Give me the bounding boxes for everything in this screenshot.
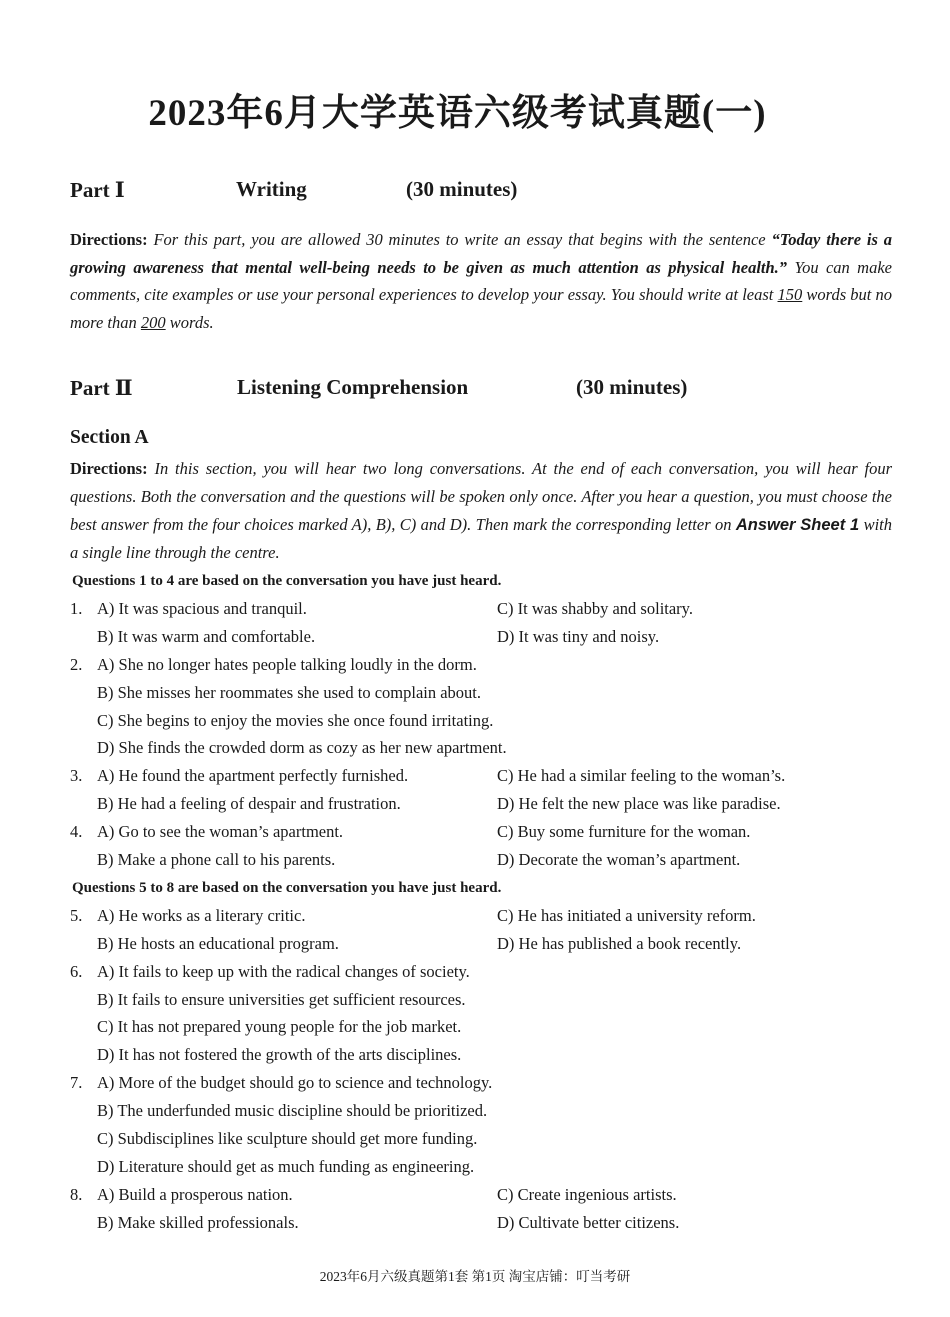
part-time: (30 minutes) [576, 375, 688, 399]
directions-text: words. [165, 312, 214, 332]
question-row [70, 734, 900, 762]
answer-option: C) Subdisciplines like sculpture should get more funding. [97, 1129, 478, 1149]
answer-option: B) Make skilled professionals. [97, 1212, 299, 1232]
part-name: Writing [236, 177, 307, 201]
question-number: 3. [70, 766, 83, 786]
page-title: 2023年6月大学英语六级考试真题(一) [148, 93, 767, 134]
question-row [70, 707, 900, 735]
page-footer: 2023年6月六级真题第1套 第1页 淘宝店铺：叮当考研 [319, 1269, 631, 1284]
answer-option: C) It was shabby and solitary. [497, 599, 693, 618]
question-row [70, 679, 900, 707]
question-row [70, 1041, 900, 1069]
question-row [70, 846, 900, 874]
directions-text: words but no more than [70, 285, 892, 332]
answer-option: B) It fails to ensure universities get sufficient resources. [97, 989, 466, 1009]
question-number: 7. [70, 1073, 83, 1093]
section-a-title: Section A [70, 427, 149, 448]
answer-option: B) He hosts an educational program. [97, 933, 339, 953]
question-row [70, 1097, 900, 1125]
answer-option: A) It fails to keep up with the radical changes of society. [97, 961, 470, 981]
directions-label: Directions: [70, 230, 148, 249]
question-row [70, 902, 900, 930]
part-name: Listening Comprehension [237, 375, 469, 399]
part-time: (30 minutes) [406, 177, 518, 201]
answer-option: D) Cultivate better citizens. [497, 1212, 680, 1232]
answer-option: C) He has initiated a university reform. [497, 905, 756, 925]
question-number: 1. [70, 599, 83, 618]
directions-text: with a single line through the centre. [70, 515, 892, 562]
question-row [70, 1013, 900, 1041]
question-row [70, 651, 900, 679]
min-words: 150 [777, 285, 803, 304]
question-row [70, 1069, 900, 1097]
answer-option: D) Decorate the woman’s apartment. [497, 850, 741, 870]
writing-directions [70, 226, 892, 336]
directions-text: In this section, you will hear two long conversations. At the end of each conversation, you will hear four questions. Both the conversation and the questions will be spoken only once. After you hear a question, you must choose the best answer from the four choices marked A), B), C) and D). Then mark the corresponding letter on [70, 459, 892, 534]
essay-prompt: “Today there is a growing awareness that mental well-being needs to be given as much attention as physical health.” [70, 230, 892, 277]
question-row [70, 1209, 900, 1237]
answer-option: A) He works as a literary critic. [97, 905, 306, 925]
questions-list [70, 567, 900, 1237]
answer-option: A) It was spacious and tranquil. [97, 599, 307, 618]
answer-option: A) He found the apartment perfectly furnished. [97, 766, 409, 786]
question-row [70, 1125, 900, 1153]
answer-option: D) Literature should get as much funding as engineering. [97, 1156, 475, 1176]
directions-text: For this part, you are allowed 30 minutes to write an essay that begins with the sentence [147, 230, 772, 249]
question-number: 2. [70, 654, 83, 674]
answer-option: D) It was tiny and noisy. [497, 626, 660, 646]
question-row [70, 762, 900, 790]
answer-option: A) More of the budget should go to science and technology. [97, 1073, 493, 1093]
answer-option: C) Buy some furniture for the woman. [497, 822, 751, 842]
answer-option: A) Build a prosperous nation. [97, 1184, 293, 1204]
answer-option: B) Make a phone call to his parents. [97, 850, 336, 870]
answer-option: D) He felt the new place was like paradise. [497, 794, 781, 814]
answer-option: D) It has not fostered the growth of the arts disciplines. [97, 1045, 462, 1065]
question-group-heading: Questions 1 to 4 are based on the conversation you have just heard. [72, 573, 502, 589]
question-row [70, 930, 900, 958]
answer-option: C) She begins to enjoy the movies she once found irritating. [97, 710, 494, 730]
answer-option: C) It has not prepared young people for the job market. [97, 1017, 462, 1037]
answer-option: A) Go to see the woman’s apartment. [97, 822, 344, 842]
answer-sheet-ref: Answer Sheet 1 [735, 516, 860, 534]
answer-option: D) She finds the crowded dorm as cozy as her new apartment. [97, 738, 507, 758]
answer-option: B) He had a feeling of despair and frustration. [97, 794, 401, 814]
section-a-directions [70, 455, 892, 567]
question-row [70, 958, 900, 986]
question-row [70, 986, 900, 1014]
directions-text: You can make comments, cite examples or use your personal experiences to develop your essay. You should write at least [70, 257, 892, 304]
question-group-heading: Questions 5 to 8 are based on the conversation you have just heard. [72, 879, 502, 896]
question-row [70, 595, 900, 623]
answer-option: B) The underfunded music discipline should be prioritized. [97, 1101, 488, 1121]
question-row [70, 623, 900, 651]
max-words: 200 [140, 312, 166, 332]
question-row [70, 1153, 900, 1181]
answer-option: D) He has published a book recently. [497, 933, 742, 953]
answer-option: C) He had a similar feeling to the woman’s. [497, 766, 786, 786]
part-label: Part Ⅰ [70, 178, 125, 202]
question-number: 4. [70, 822, 83, 842]
question-row [70, 1181, 900, 1209]
question-row [70, 790, 900, 818]
answer-option: A) She no longer hates people talking loudly in the dorm. [97, 654, 477, 674]
question-number: 8. [70, 1184, 83, 1204]
directions-label: Directions: [70, 459, 148, 478]
answer-option: B) She misses her roommates she used to complain about. [97, 682, 482, 702]
question-number: 6. [70, 961, 83, 981]
answer-option: C) Create ingenious artists. [497, 1184, 677, 1204]
question-row [70, 818, 900, 846]
question-number: 5. [70, 905, 83, 925]
answer-option: B) It was warm and comfortable. [97, 626, 316, 646]
part-label: Part Ⅱ [70, 376, 133, 400]
